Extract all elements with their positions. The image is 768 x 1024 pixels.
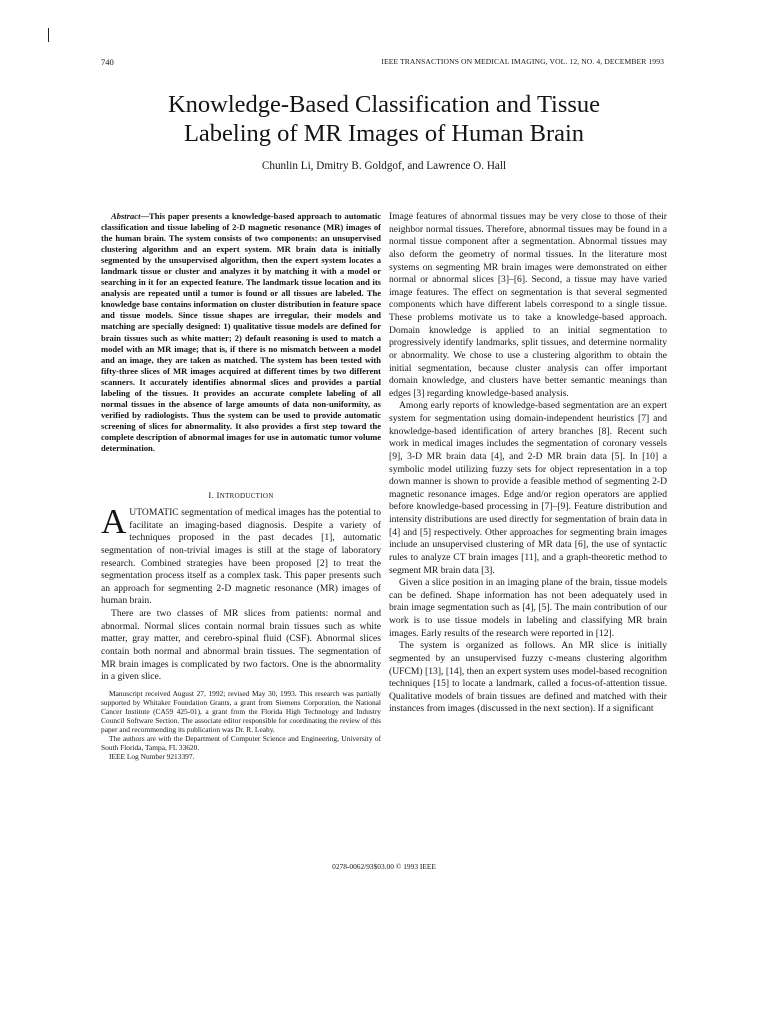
right-paragraph-1: Image features of abnormal tissues may be very close to those of their neighbor normal tissues. Therefore, abnormal tissues may be found in a normal tissue component after a segmentation. Abnormal tissues may also deform the geometry of normal tissues. In the literature most systems on segmenting MR brain images were demonstrated on either normal or abnormal slices [3]–[6]. Second, a tissue may have varied image features. The effect on segmentation is that several segmented components which have different labels correspond to a single tissue. These problems motivate us to take a knowledge-based approach. Domain knowledge is applied to an initial segmentation to progressively identify landmarks, split tissues, and determine normality or abnormality. We chose to use a clustering algorithm to obtain the initial segmentation, because cluster analysis can offer important domain knowledge, and clusters have better semantic meanings than edges [3] regarding knowledge-based analysis. xyxy=(389,211,667,399)
right-column xyxy=(389,211,667,716)
intro-paragraph-1 xyxy=(101,502,381,608)
section-heading-numeral: I. I xyxy=(208,490,220,501)
abstract-label: Abstract— xyxy=(111,211,149,221)
footnote-log-number: IEEE Log Number 9213397. xyxy=(109,752,195,762)
abstract xyxy=(101,211,381,454)
title-line-2: Labeling of MR Images of Human Brain xyxy=(183,120,585,147)
drop-cap: A xyxy=(101,502,127,542)
right-paragraph-4: The system is organized as follows. An MR slice is initially segmented by an unsupervised fuzzy c-means clustering algorithm (UFCM) [13], [14], then an expert system uses model-based recognition techniques [15] to locate a landmark, called a focus-of-attention tissue. Qualitative models of brain tissues are defined and matched with their instances from images (discussed in the next section). If a significant xyxy=(389,640,667,715)
journal-header: IEEE TRANSACTIONS ON MEDICAL IMAGING, VOL. 12, NO. 4, DECEMBER 1993 xyxy=(381,57,664,66)
section-heading-introduction xyxy=(101,490,381,500)
footnote-manuscript: Manuscript received August 27, 1992; revised May 30, 1993. This research was partially supported by Whitaker Foundation Grants, a grant from Siemens Corporation, the National Cancer Institute (CA59 425-01), a grant from the Florida High Technology and Industry Council Software Section. The associate editor responsible for coordinating the review of this paper and recommending its publication was Dr. R. Leahy. xyxy=(101,688,381,734)
intro-paragraph-2: There are two classes of MR slices from patients: normal and abnormal. Normal slices contain normal brain tissues such as white matter, gray matter, and cerebro-spinal fluid (CSF). Abnormal slices contain both normal and abnormal brain tissues. The segmentation of MR brain images is complicated by two factors. One is the abnormality in a given slice. xyxy=(101,608,381,683)
abstract-text: This paper presents a knowledge-based approach to automatic classification and tissue labeling of 2-D magnetic resonance (MR) images of the human brain. The system consists of two components: an unsupervised clustering algorithm and an expert system. MR brain data is initially segmented by the unsupervised algorithm, then the expert system locates a landmark tissue or cluster and analyzes it by matching it with a model or searching in it for an expected feature. The landmark tissue location and its analysis are repeated until a tumor is found or all tissues are labeled. The knowledge base contains information on cluster distribution in feature space and tissue models. Since tissue shapes are irregular, their models and matching are specially designed: 1) qualitative tissue models are defined for brain tissues such as white matter; 2) default reasoning is used to match a model with an MR image; that is, if there is no mismatch between a model and an image, they are taken as matched. The system has been tested with fifty-three slices of MR images acquired at different times by two different scanners. It accurately identifies abnormal slices and provides a partial labeling of the tissues. It provides an accurate complete labeling of all normal tissues in the absence of large amounts of data non-uniformity, as verified by radiologists. Thus the system can be used to provide automatic screening of slices for abnormality. It also provides a first step toward the complete description of abnormal images for use in automatic tumor volume determination. xyxy=(101,211,381,453)
section-heading-rest: NTRODUCTION xyxy=(219,492,274,501)
right-paragraph-3: Given a slice position in an imaging plane of the brain, tissue models can be defined. Shape information has not been adequately used in brain image segmentation such as [4], [5]. The main contribution of our work is to use tissue models in labeling and classifying MR brain images. Early results of the research were reported in [12]. xyxy=(389,577,667,639)
copyright-line: 0278-0062/93$03.00 © 1993 IEEE xyxy=(332,862,436,871)
intro-paragraph-1-text: UTOMATIC segmentation of medical images has the potential to facilitate an imaging-based diagnosis. Despite a variety of techniques proposed in the past decades [1], automatic segmentation of non-trivial images is still at the stage of laboratory research. Combined strategies have been proposed [2] to treat the segmentation process itself as a complex task. This paper presents such an approach for segmenting 2-D magnetic resonance (MR) images of human brain. xyxy=(101,507,381,607)
left-column xyxy=(101,211,381,761)
authors: Chunlin Li, Dmitry B. Goldgof, and Lawrence O. Hall xyxy=(261,160,507,172)
paper-title xyxy=(90,90,678,148)
title-line-1: Knowledge-Based Classification and Tissue xyxy=(167,91,601,118)
right-paragraph-2: Among early reports of knowledge-based segmentation are an expert system for segmentation using domain-independent heuristics [7] and knowledge-based identification of artery branches [8]. Recent such work in medical images includes the segmentation of coronary vessels [9], 3-D MR brain data [4], and 2-D MR brain data [5]. In [10] a symbolic model utilizing fuzzy sets for object representation in a top down manner is shown to provide a feasible method of segmenting 2-D magnetic resonance images. Edge and/or region operators are applied before knowledge-based processing in [7]–[9]. Feature distribution and intensity distributions are used directly for segmentation of brain data in [4] and [5] respectively. Other approaches for segmenting brain images include an unsupervised clustering of MR data [6], the use of syntactic rules to analyze CT brain images [11], and a graph-theoretic method to segment MR brain data [3]. xyxy=(389,400,667,576)
page-number: 740 xyxy=(101,57,114,67)
footnote-affiliation: The authors are with the Department of Computer Science and Engineering, University of South Florida, Tampa, FL 33620. xyxy=(101,734,381,753)
footnotes xyxy=(101,689,381,761)
page-edge-mark xyxy=(48,28,49,42)
